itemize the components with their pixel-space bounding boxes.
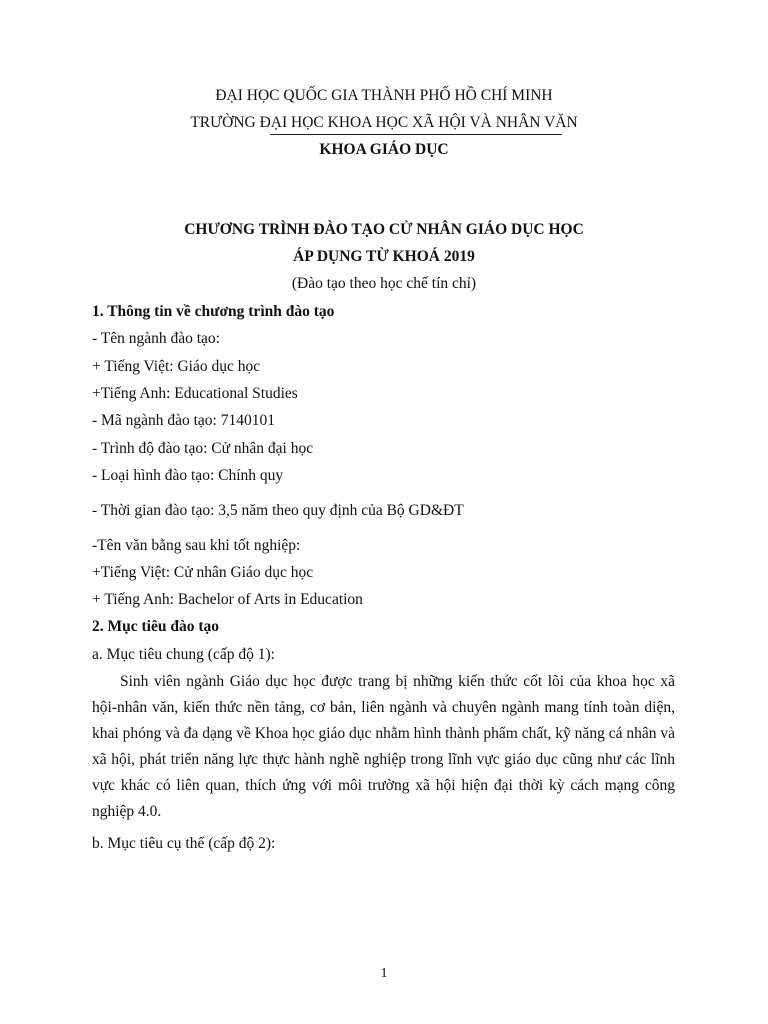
school-name: TRƯỜNG ĐẠI HỌC KHOA HỌC XÃ HỘI VÀ NHÂN VĂN bbox=[190, 114, 578, 131]
info-item: +Tiếng Anh: Educational Studies bbox=[92, 385, 298, 402]
training-mode: (Đào tạo theo học chế tín chỉ) bbox=[291, 275, 477, 292]
applies-from: ÁP DỤNG TỪ KHOÁ 2019 bbox=[293, 248, 475, 265]
page-number: 1 bbox=[380, 966, 388, 981]
info-item: - Mã ngành đào tạo: 7140101 bbox=[92, 412, 275, 429]
section2-heading: 2. Mục tiêu đào tạo bbox=[92, 618, 220, 635]
program-title: CHƯƠNG TRÌNH ĐÀO TẠO CỬ NHÂN GIÁO DỤC HỌC bbox=[184, 221, 584, 238]
info-item: +Tiếng Việt: Cử nhân Giáo dục học bbox=[92, 564, 314, 581]
header-underline bbox=[270, 134, 562, 135]
info-item: - Trình độ đào tạo: Cử nhân đại học bbox=[92, 440, 314, 457]
info-item: + Tiếng Anh: Bachelor of Arts in Education bbox=[92, 591, 363, 608]
section1-heading: 1. Thông tin về chương trình đào tạo bbox=[92, 303, 335, 320]
info-item: - Thời gian đào tạo: 3,5 năm theo quy định của Bộ GD&ĐT bbox=[92, 502, 464, 519]
general-objective-paragraph: Sinh viên ngành Giáo dục học được trang bị những kiến thức cốt lõi của khoa học xã hội-nhân văn, kiến thức nền tảng, cơ bản, liên ngành và chuyên ngành mang tính toàn diện, khai phóng và đa dạng về Khoa học giáo dục nhằm hình thành phẩm chất, kỹ năng cá nhân và xã hội, phát triển năng lực thực hành nghề nghiệp trong lĩnh vực giáo dục cũng như các lĩnh vực khác có liên quan, thích ứng với môi trường xã hội hiện đại thời kỳ cách mạng công nghiệp 4.0. bbox=[92, 673, 675, 820]
info-item: + Tiếng Việt: Giáo dục học bbox=[92, 358, 261, 375]
general-objective-label: a. Mục tiêu chung (cấp độ 1): bbox=[92, 646, 275, 663]
specific-objective-label: b. Mục tiêu cụ thể (cấp độ 2): bbox=[92, 835, 276, 852]
info-item: - Tên ngành đào tạo: bbox=[92, 330, 220, 347]
university-name: ĐẠI HỌC QUỐC GIA THÀNH PHỐ HỒ CHÍ MINH bbox=[215, 87, 553, 104]
info-item: -Tên văn bằng sau khi tốt nghiệp: bbox=[92, 537, 301, 554]
info-item: - Loại hình đào tạo: Chính quy bbox=[92, 467, 284, 484]
faculty-name: KHOA GIÁO DỤC bbox=[319, 141, 449, 158]
